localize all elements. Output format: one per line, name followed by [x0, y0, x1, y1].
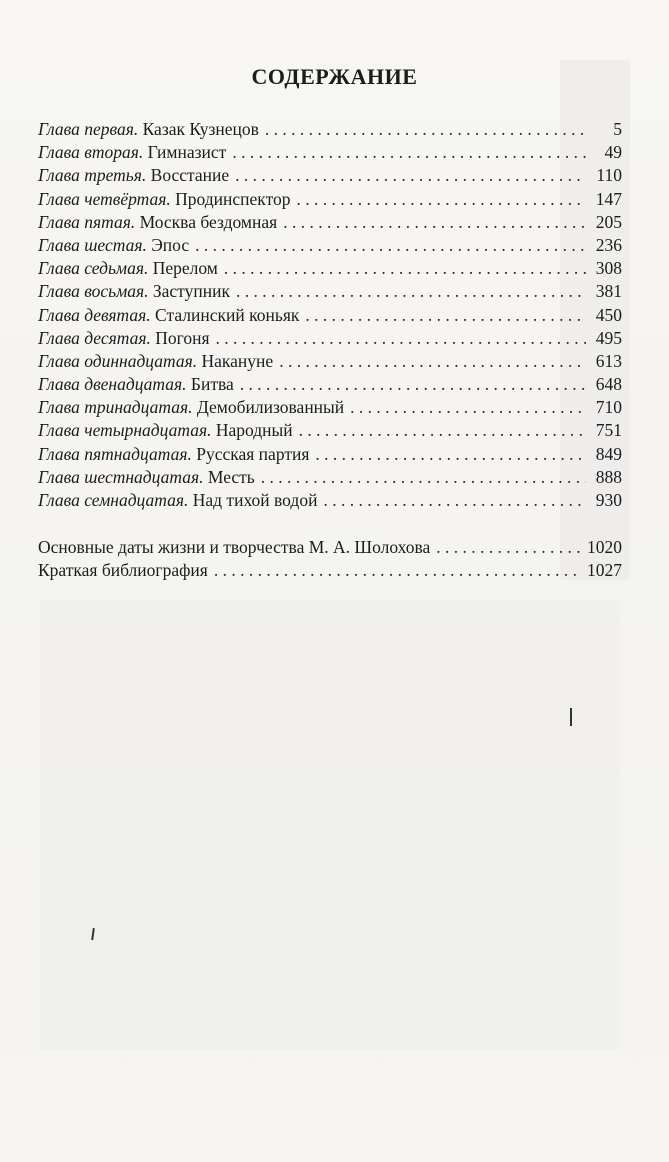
toc-chapter-row: [38, 466, 622, 489]
page-number: 147: [595, 188, 622, 209]
chapter-number: Глава тринадцатая.: [38, 397, 193, 418]
chapter-title: Гимназист: [147, 142, 227, 163]
toc-chapter-row: [38, 234, 622, 257]
chapter-number: Глава одиннадцатая.: [38, 350, 198, 371]
toc-chapter-row: [38, 304, 622, 327]
toc-entry-label: [38, 419, 293, 442]
chapter-title: Продинспектор: [175, 188, 291, 209]
chapter-number: Глава девятая.: [38, 304, 151, 325]
toc-entry-label: [38, 141, 226, 164]
toc-chapter-row: [38, 118, 622, 141]
chapter-title: Демобилизованный: [196, 397, 345, 418]
page-number: 648: [595, 374, 622, 395]
toc-chapter-row: [38, 188, 622, 211]
chapter-number: Глава пятая.: [38, 211, 136, 232]
chapter-title: Восстание: [150, 165, 230, 186]
chapter-number: Глава седьмая.: [38, 258, 149, 279]
dot-leader: [315, 443, 586, 466]
dot-leader: [283, 211, 586, 234]
toc-entry-label: [38, 373, 234, 396]
chapter-list: [38, 118, 622, 512]
dot-leader: [214, 559, 581, 582]
dot-leader: [265, 118, 586, 141]
chapter-title: Русская партия: [196, 443, 310, 464]
dot-leader: [261, 466, 586, 489]
toc-entry-label: [38, 234, 189, 257]
page-number: 5: [613, 119, 622, 139]
toc-entry-label: [38, 536, 430, 559]
page-number: 1020: [587, 537, 622, 558]
chapter-number: Глава первая.: [38, 119, 139, 139]
toc-entry-label: [38, 466, 255, 489]
toc-chapter-row: [38, 419, 622, 442]
chapter-number: Глава вторая.: [38, 142, 144, 163]
dot-leader: [216, 327, 586, 350]
toc-appendix-row: [38, 536, 622, 559]
dot-leader: [299, 419, 586, 442]
toc-chapter-row: [38, 141, 622, 164]
toc-chapter-row: [38, 443, 622, 466]
page-number: 49: [604, 142, 622, 163]
chapter-number: Глава четвёртая.: [38, 188, 171, 209]
chapter-number: Глава двенадцатая.: [38, 374, 187, 395]
toc-chapter-row: [38, 280, 622, 303]
dot-leader: [224, 257, 586, 280]
appendix-list: [38, 536, 622, 582]
toc-entry-label: [38, 327, 210, 350]
dot-leader: [279, 350, 586, 373]
toc-entry-label: [38, 304, 299, 327]
toc-entry-label: [38, 350, 273, 373]
dot-leader: [350, 396, 586, 419]
toc-chapter-row: [38, 257, 622, 280]
page-number: 1027: [587, 560, 622, 581]
toc-entry-label: [38, 118, 259, 141]
chapter-title: Москва бездомная: [139, 211, 278, 232]
chapter-title: Казак Кузнецов: [142, 119, 259, 139]
toc-entry-label: [38, 280, 230, 303]
chapter-title: Битва: [190, 374, 234, 395]
stray-mark: [570, 708, 572, 726]
dot-leader: [436, 536, 581, 559]
page-number: 710: [595, 397, 622, 418]
page-number: 381: [595, 281, 622, 302]
dot-leader: [232, 141, 586, 164]
page-title: СОДЕРЖАНИЕ: [251, 64, 418, 89]
dot-leader: [296, 188, 586, 211]
toc-entry-label: [38, 164, 229, 187]
toc-entry-label: [38, 489, 317, 512]
toc-entry-label: [38, 257, 218, 280]
chapter-number: Глава семнадцатая.: [38, 490, 189, 510]
dot-leader: [305, 304, 586, 327]
page-number: 930: [595, 490, 622, 510]
toc-chapter-row: [38, 350, 622, 373]
chapter-title: Перелом: [152, 258, 218, 279]
toc-chapter-row: [38, 489, 622, 512]
toc-entry-label: [38, 443, 309, 466]
page-number: 495: [595, 327, 622, 348]
toc-entry-label: [38, 396, 344, 419]
toc-chapter-row: [38, 373, 622, 396]
chapter-title: Народный: [215, 420, 293, 441]
page-number: 205: [595, 211, 622, 232]
page-number: 888: [595, 466, 622, 487]
toc-entry-label: [38, 211, 277, 234]
toc-entry-label: [38, 188, 290, 211]
bleed-through-shadow-lower: [40, 600, 620, 1050]
chapter-title: Над тихой водой: [192, 490, 318, 510]
dot-leader: [323, 489, 586, 512]
toc-chapter-row: [38, 327, 622, 350]
chapter-title: Погоня: [155, 327, 210, 348]
chapter-number: Глава шестнадцатая.: [38, 466, 204, 487]
chapter-title: Месть: [207, 466, 255, 487]
chapter-number: Глава пятнадцатая.: [38, 443, 192, 464]
chapter-title: Сталинский коньяк: [155, 304, 300, 325]
chapter-number: Глава четырнадцатая.: [38, 420, 212, 441]
page-number: 308: [595, 258, 622, 279]
section-gap: [38, 512, 622, 536]
page-number: 450: [595, 304, 622, 325]
chapter-title: Накануне: [201, 350, 274, 371]
dot-leader: [240, 373, 586, 396]
toc-chapter-row: [38, 211, 622, 234]
toc-entry-label: [38, 559, 208, 582]
page-number: 613: [595, 350, 622, 371]
chapter-title: Эпос: [151, 234, 190, 255]
page-number: 236: [595, 234, 622, 255]
chapter-title: Основные даты жизни и творчества М. А. Шолохова: [38, 537, 431, 558]
dot-leader: [236, 280, 586, 303]
chapter-number: Глава десятая.: [38, 327, 151, 348]
page-number: 849: [595, 443, 622, 464]
chapter-title: Заступник: [152, 281, 230, 302]
chapter-title: Краткая библиография: [38, 560, 208, 581]
page-number: 110: [596, 165, 622, 186]
toc-chapter-row: [38, 164, 622, 187]
dot-leader: [195, 234, 586, 257]
toc-appendix-row: [38, 559, 622, 582]
page-number: 751: [595, 420, 622, 441]
table-of-contents: [38, 118, 622, 583]
chapter-number: Глава третья.: [38, 165, 147, 186]
chapter-number: Глава восьмая.: [38, 281, 149, 302]
chapter-number: Глава шестая.: [38, 234, 147, 255]
dot-leader: [235, 164, 586, 187]
toc-chapter-row: [38, 396, 622, 419]
